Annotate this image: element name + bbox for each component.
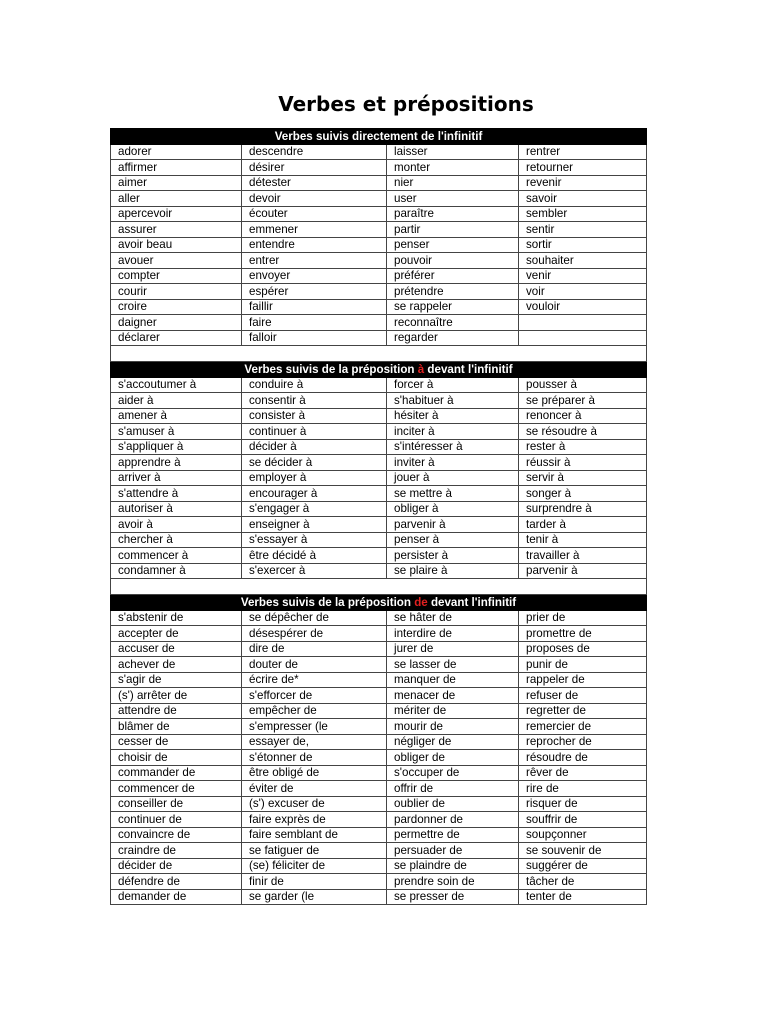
verb-cell: rire de	[519, 781, 647, 797]
verb-cell: s'accoutumer à	[111, 377, 242, 393]
verb-cell	[519, 315, 647, 331]
verb-cell: s'habituer à	[387, 393, 519, 409]
section-header	[111, 129, 647, 145]
table-row	[111, 284, 647, 300]
verb-cell: désespérer de	[242, 626, 387, 642]
verb-cell: rester à	[519, 439, 647, 455]
verb-cell: partir	[387, 222, 519, 238]
verb-cell: parvenir à	[519, 563, 647, 579]
verb-cell: continuer à	[242, 424, 387, 440]
verb-cell: condamner à	[111, 563, 242, 579]
table-row	[111, 626, 647, 642]
table-row	[111, 703, 647, 719]
verb-cell: monter	[387, 160, 519, 176]
verb-cell: jouer à	[387, 470, 519, 486]
verb-cell: espérer	[242, 284, 387, 300]
verb-cell: promettre de	[519, 626, 647, 642]
table-row	[111, 237, 647, 253]
verb-cell: prier de	[519, 610, 647, 626]
verb-cell: tenter de	[519, 889, 647, 905]
verb-cell: rappeler de	[519, 672, 647, 688]
verb-cell: se préparer à	[519, 393, 647, 409]
table-row	[111, 734, 647, 750]
verb-cell: enseigner à	[242, 517, 387, 533]
table-row	[111, 486, 647, 502]
section-header-text: devant l'infinitif	[427, 595, 517, 609]
table-row	[111, 719, 647, 735]
verb-cell: s'agir de	[111, 672, 242, 688]
verb-cell: entendre	[242, 237, 387, 253]
verb-cell: défendre de	[111, 874, 242, 890]
table-row	[111, 191, 647, 207]
verb-cell: inciter à	[387, 424, 519, 440]
table-row	[111, 377, 647, 393]
verb-cell: faire semblant de	[242, 827, 387, 843]
verb-cell: autoriser à	[111, 501, 242, 517]
verb-cell: regretter de	[519, 703, 647, 719]
section-header	[111, 362, 647, 378]
spacer-cell	[111, 346, 647, 362]
verb-cell: douter de	[242, 657, 387, 673]
verb-cell: consentir à	[242, 393, 387, 409]
verb-cell: cesser de	[111, 734, 242, 750]
verb-cell: négliger de	[387, 734, 519, 750]
verb-cell: tenir à	[519, 532, 647, 548]
verb-cell: nier	[387, 175, 519, 191]
verb-cell: penser à	[387, 532, 519, 548]
table-row	[111, 641, 647, 657]
verb-cell: craindre de	[111, 843, 242, 859]
verb-cell: achever de	[111, 657, 242, 673]
verb-cell: regarder	[387, 330, 519, 346]
verb-cell: s'étonner de	[242, 750, 387, 766]
table-row	[111, 874, 647, 890]
verb-cell: (s') arrêter de	[111, 688, 242, 704]
verb-cell: écouter	[242, 206, 387, 222]
verb-cell: conseiller de	[111, 796, 242, 812]
table-row	[111, 144, 647, 160]
table-row	[111, 222, 647, 238]
verb-cell: adorer	[111, 144, 242, 160]
verb-cell: sortir	[519, 237, 647, 253]
verb-cell: aller	[111, 191, 242, 207]
verb-cell: entrer	[242, 253, 387, 269]
verb-cell: prendre soin de	[387, 874, 519, 890]
verb-cell: remercier de	[519, 719, 647, 735]
verb-cell: se décider à	[242, 455, 387, 471]
verb-cell: s'empresser (le	[242, 719, 387, 735]
table-row	[111, 812, 647, 828]
verb-cell: encourager à	[242, 486, 387, 502]
verb-cell: se fatiguer de	[242, 843, 387, 859]
verb-cell: s'essayer à	[242, 532, 387, 548]
table-row	[111, 517, 647, 533]
verb-cell: détester	[242, 175, 387, 191]
verb-cell: pardonner de	[387, 812, 519, 828]
verb-cell: être décidé à	[242, 548, 387, 564]
table-row	[111, 206, 647, 222]
verb-cell: se souvenir de	[519, 843, 647, 859]
verb-cell: déclarer	[111, 330, 242, 346]
verb-cell: décider de	[111, 858, 242, 874]
verb-cell: tâcher de	[519, 874, 647, 890]
verb-cell: persuader de	[387, 843, 519, 859]
verb-cell: se rappeler	[387, 299, 519, 315]
section-header-text: devant l'infinitif	[424, 362, 513, 376]
verb-cell: s'engager à	[242, 501, 387, 517]
verb-cell: penser	[387, 237, 519, 253]
verb-cell: s'attendre à	[111, 486, 242, 502]
table-row	[111, 299, 647, 315]
verb-cell: courir	[111, 284, 242, 300]
verb-cell: se hâter de	[387, 610, 519, 626]
table-row	[111, 858, 647, 874]
verb-cell: pousser à	[519, 377, 647, 393]
verb-cell: employer à	[242, 470, 387, 486]
verb-cell: reprocher de	[519, 734, 647, 750]
section-header	[111, 595, 647, 611]
verb-cell: compter	[111, 268, 242, 284]
table-row	[111, 796, 647, 812]
table-row	[111, 393, 647, 409]
verb-cell: refuser de	[519, 688, 647, 704]
verb-cell: s'abstenir de	[111, 610, 242, 626]
verb-cell: interdire de	[387, 626, 519, 642]
verb-cell: voir	[519, 284, 647, 300]
verb-cell: se dépêcher de	[242, 610, 387, 626]
table-row	[111, 470, 647, 486]
table-row	[111, 750, 647, 766]
verb-cell: affirmer	[111, 160, 242, 176]
table-row	[111, 657, 647, 673]
verb-cell: commencer à	[111, 548, 242, 564]
section-header-row	[111, 129, 647, 145]
verb-cell: devoir	[242, 191, 387, 207]
verb-cell: aider à	[111, 393, 242, 409]
verb-cell: éviter de	[242, 781, 387, 797]
table-row	[111, 532, 647, 548]
verb-cell: jurer de	[387, 641, 519, 657]
verb-cell: apprendre à	[111, 455, 242, 471]
verb-cell: descendre	[242, 144, 387, 160]
verb-cell: rêver de	[519, 765, 647, 781]
verb-cell: reconnaître	[387, 315, 519, 331]
section-header-row	[111, 595, 647, 611]
verb-cell: écrire de*	[242, 672, 387, 688]
verb-cell: mourir de	[387, 719, 519, 735]
verb-cell: souffrir de	[519, 812, 647, 828]
table-row	[111, 408, 647, 424]
table-row	[111, 765, 647, 781]
verb-cell: paraître	[387, 206, 519, 222]
verb-cell: commencer de	[111, 781, 242, 797]
verb-cell: s'appliquer à	[111, 439, 242, 455]
verb-cell: emmener	[242, 222, 387, 238]
verbs-table-body	[111, 129, 647, 905]
verb-cell: daigner	[111, 315, 242, 331]
verb-cell: s'exercer à	[242, 563, 387, 579]
verb-cell: manquer de	[387, 672, 519, 688]
verb-cell: avouer	[111, 253, 242, 269]
verb-cell: revenir	[519, 175, 647, 191]
verb-cell: empêcher de	[242, 703, 387, 719]
verb-cell: sentir	[519, 222, 647, 238]
section-spacer-row	[111, 579, 647, 595]
verb-cell: blâmer de	[111, 719, 242, 735]
verb-cell: avoir beau	[111, 237, 242, 253]
table-row	[111, 548, 647, 564]
verb-cell: surprendre à	[519, 501, 647, 517]
section-header-row	[111, 362, 647, 378]
verb-cell: punir de	[519, 657, 647, 673]
verb-cell: amener à	[111, 408, 242, 424]
verb-cell: songer à	[519, 486, 647, 502]
verb-cell: persister à	[387, 548, 519, 564]
verb-cell: user	[387, 191, 519, 207]
verb-cell: obliger à	[387, 501, 519, 517]
table-row	[111, 268, 647, 284]
verb-cell: se mettre à	[387, 486, 519, 502]
verb-cell: (se) féliciter de	[242, 858, 387, 874]
verb-cell: menacer de	[387, 688, 519, 704]
table-row	[111, 330, 647, 346]
table-row	[111, 843, 647, 859]
table-row	[111, 889, 647, 905]
verb-cell: retourner	[519, 160, 647, 176]
verb-cell: choisir de	[111, 750, 242, 766]
verb-cell: savoir	[519, 191, 647, 207]
verb-cell: s'intéresser à	[387, 439, 519, 455]
verb-cell: commander de	[111, 765, 242, 781]
verb-cell: parvenir à	[387, 517, 519, 533]
verb-cell: faillir	[242, 299, 387, 315]
verb-cell: préférer	[387, 268, 519, 284]
table-row	[111, 160, 647, 176]
verb-cell: souhaiter	[519, 253, 647, 269]
verb-cell: être obligé de	[242, 765, 387, 781]
verb-cell: s'occuper de	[387, 765, 519, 781]
verb-cell: s'amuser à	[111, 424, 242, 440]
verb-cell: se garder (le	[242, 889, 387, 905]
table-row	[111, 672, 647, 688]
verb-cell: assurer	[111, 222, 242, 238]
verb-cell: chercher à	[111, 532, 242, 548]
verb-cell: tarder à	[519, 517, 647, 533]
verb-cell: inviter à	[387, 455, 519, 471]
section-header-preposition: à	[417, 362, 425, 376]
verb-cell: permettre de	[387, 827, 519, 843]
verb-cell: dire de	[242, 641, 387, 657]
verbs-table	[110, 128, 647, 905]
verb-cell: arriver à	[111, 470, 242, 486]
table-row	[111, 315, 647, 331]
verb-cell: désirer	[242, 160, 387, 176]
table-row	[111, 688, 647, 704]
verb-cell: hésiter à	[387, 408, 519, 424]
verb-cell: risquer de	[519, 796, 647, 812]
verb-cell: apercevoir	[111, 206, 242, 222]
verb-cell: sembler	[519, 206, 647, 222]
verb-cell: croire	[111, 299, 242, 315]
verb-cell: accuser de	[111, 641, 242, 657]
table-row	[111, 610, 647, 626]
verb-cell: accepter de	[111, 626, 242, 642]
verb-cell: consister à	[242, 408, 387, 424]
verb-cell: laisser	[387, 144, 519, 160]
table-row	[111, 424, 647, 440]
verb-cell: conduire à	[242, 377, 387, 393]
verb-cell: essayer de,	[242, 734, 387, 750]
table-row	[111, 455, 647, 471]
verb-cell: oublier de	[387, 796, 519, 812]
table-row	[111, 501, 647, 517]
verb-cell: falloir	[242, 330, 387, 346]
verb-cell: aimer	[111, 175, 242, 191]
verb-cell: envoyer	[242, 268, 387, 284]
table-row	[111, 827, 647, 843]
verb-cell: travailler à	[519, 548, 647, 564]
verb-cell: proposes de	[519, 641, 647, 657]
verb-cell: suggérer de	[519, 858, 647, 874]
verb-cell: résoudre de	[519, 750, 647, 766]
verb-cell: servir à	[519, 470, 647, 486]
verb-cell: (s') excuser de	[242, 796, 387, 812]
verb-cell: s'efforcer de	[242, 688, 387, 704]
verb-cell: offrir de	[387, 781, 519, 797]
table-row	[111, 781, 647, 797]
table-row	[111, 175, 647, 191]
section-header-text: Verbes suivis de la préposition	[240, 595, 415, 609]
verb-cell: se plaire à	[387, 563, 519, 579]
section-header-preposition: de	[414, 595, 428, 609]
section-spacer-row	[111, 346, 647, 362]
verb-cell: avoir à	[111, 517, 242, 533]
section-header-text: Verbes suivis directement de l'infinitif	[274, 129, 483, 143]
verb-cell: obliger de	[387, 750, 519, 766]
verb-cell: prétendre	[387, 284, 519, 300]
table-row	[111, 563, 647, 579]
verb-cell: se plaindre de	[387, 858, 519, 874]
table-row	[111, 253, 647, 269]
verb-cell: convaincre de	[111, 827, 242, 843]
verb-cell: forcer à	[387, 377, 519, 393]
table-row	[111, 439, 647, 455]
verb-cell: réussir à	[519, 455, 647, 471]
verb-cell: demander de	[111, 889, 242, 905]
page-title: Verbes et prépositions	[278, 92, 534, 116]
verb-cell: vouloir	[519, 299, 647, 315]
verb-cell: rentrer	[519, 144, 647, 160]
verb-cell: se lasser de	[387, 657, 519, 673]
verb-cell	[519, 330, 647, 346]
verb-cell: renoncer à	[519, 408, 647, 424]
verb-cell: pouvoir	[387, 253, 519, 269]
verb-cell: décider à	[242, 439, 387, 455]
section-header-text: Verbes suivis de la préposition	[244, 362, 418, 376]
verb-cell: faire	[242, 315, 387, 331]
verb-cell: mériter de	[387, 703, 519, 719]
verb-cell: attendre de	[111, 703, 242, 719]
verb-cell: se presser de	[387, 889, 519, 905]
verb-cell: venir	[519, 268, 647, 284]
verb-cell: se résoudre à	[519, 424, 647, 440]
verb-cell: faire exprès de	[242, 812, 387, 828]
spacer-cell	[111, 579, 647, 595]
verb-cell: soupçonner	[519, 827, 647, 843]
verb-cell: continuer de	[111, 812, 242, 828]
verb-cell: finir de	[242, 874, 387, 890]
